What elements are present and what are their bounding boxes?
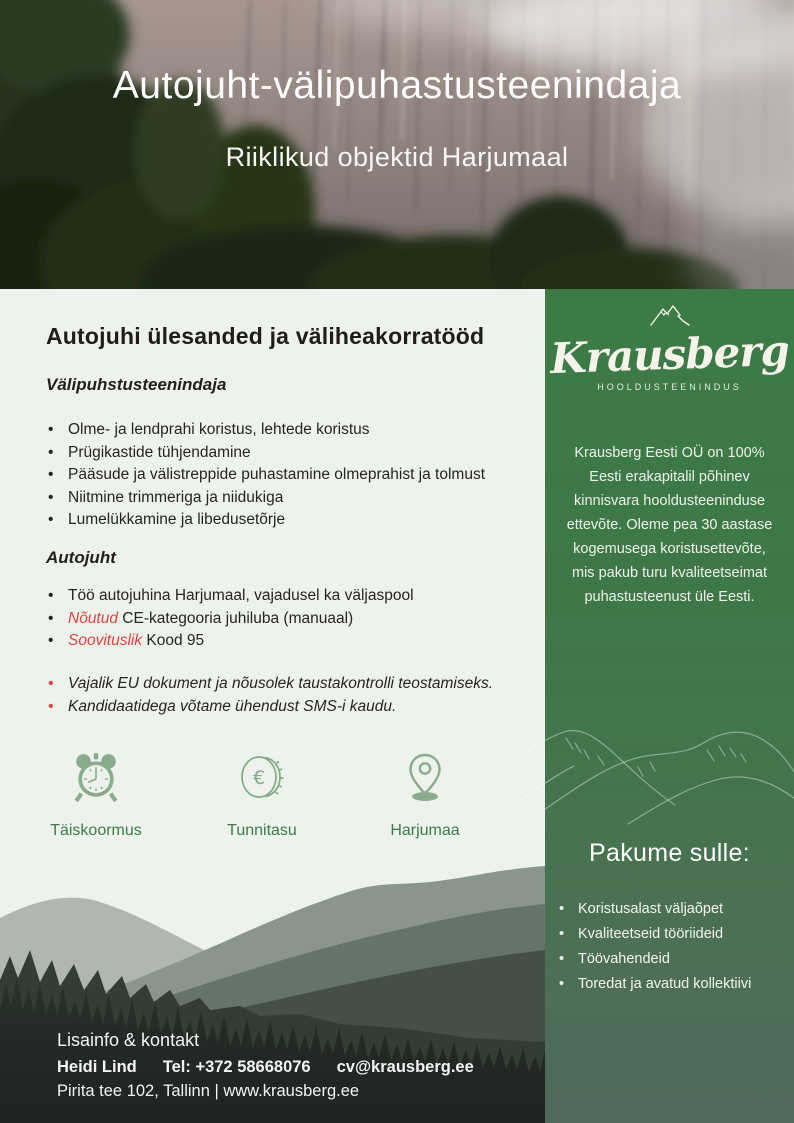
alarm-clock-icon xyxy=(21,749,171,805)
contact-block xyxy=(57,1030,474,1101)
logo-wordmark: Krausberg xyxy=(549,325,790,384)
list-item: • Olme- ja lendprahi koristus, lehtede koristus xyxy=(46,419,485,442)
contact-phone: Tel: +372 58668076 xyxy=(162,1058,311,1076)
offer-list xyxy=(559,897,784,997)
list-item: • Lumelükkamine ja libedusetõrje xyxy=(46,509,485,532)
list-item: • Prügikastide tühjendamine xyxy=(46,442,485,465)
section-title-autojuht: Autojuht xyxy=(46,548,116,567)
feature-label: Täiskoormus xyxy=(50,822,142,839)
list-item: • Pääsude ja välistreppide puhastamine olmeprahist ja tolmust xyxy=(46,464,485,487)
note-item: • Vajalik EU dokument ja nõusolek taustakontrolli teostamiseks. xyxy=(46,673,493,696)
contact-address[interactable]: Pirita tee 102, Tallinn | www.krausberg.ee xyxy=(57,1082,360,1100)
offer-heading: Pakume sulle: xyxy=(589,839,750,867)
euro-coin-icon xyxy=(187,749,337,805)
list-item: • Töövahendeid xyxy=(559,947,784,972)
hero-section xyxy=(0,0,794,289)
list-item: • Toredat ja avatud kollektiivi xyxy=(559,972,784,997)
list-item: • Koristusalast väljaõpet xyxy=(559,897,784,922)
logo-tagline: HOOLDUSTEENINDUS xyxy=(597,382,742,393)
page-title: Autojuht-välipuhastusteenindaja xyxy=(112,64,682,107)
feature-fulltime xyxy=(21,749,171,840)
feature-label: Tunnitasu xyxy=(227,822,297,839)
feature-label: Harjumaa xyxy=(390,822,460,839)
mountain-lineart xyxy=(478,692,794,852)
section-title-valipuhstus: Välipuhstusteenindaja xyxy=(46,375,227,394)
page-subtitle: Riiklikud objektid Harjumaal xyxy=(225,142,569,172)
contact-line xyxy=(57,1058,474,1077)
contact-heading: Lisainfo & kontakt xyxy=(57,1030,200,1050)
list-item: • Kvaliteetseid tööriideid xyxy=(559,922,784,947)
list-item: • Soovituslik Kood 95 xyxy=(46,630,414,653)
contact-email[interactable]: cv@krausberg.ee xyxy=(336,1058,474,1076)
tasks-heading: Autojuhi ülesanded ja väliheakorratööd xyxy=(46,323,485,349)
list-item: • Nõutud CE-kategooria juhiluba (manuaal) xyxy=(46,608,414,631)
list-item: • Töö autojuhina Harjumaal, vajadusel ka väljaspool xyxy=(46,585,414,608)
note-item: • Kandidaatidega võtame ühendust SMS-i kaudu. xyxy=(46,696,493,719)
logo-mountain-icon xyxy=(647,303,693,327)
feature-hourly-pay xyxy=(187,749,337,840)
requirements-notes-list xyxy=(46,673,493,718)
outdoor-tasks-list xyxy=(46,419,485,532)
contact-name: Heidi Lind xyxy=(57,1058,137,1076)
list-item: • Niitmine trimmeriga ja niidukiga xyxy=(46,487,485,510)
driver-tasks-list xyxy=(46,585,414,653)
company-description: Krausberg Eesti OÜ on 100% Eesti erakapitalil põhinev kinnisvara hooldusteeninduse ettevõte. Oleme pea 30 aastase kogemusega koristusettevõte, mis pakub turu kvaliteetseimat puhastusteenust üle Eesti. xyxy=(566,445,773,605)
svg-text:€: € xyxy=(252,767,266,789)
krausberg-logo xyxy=(545,303,794,392)
